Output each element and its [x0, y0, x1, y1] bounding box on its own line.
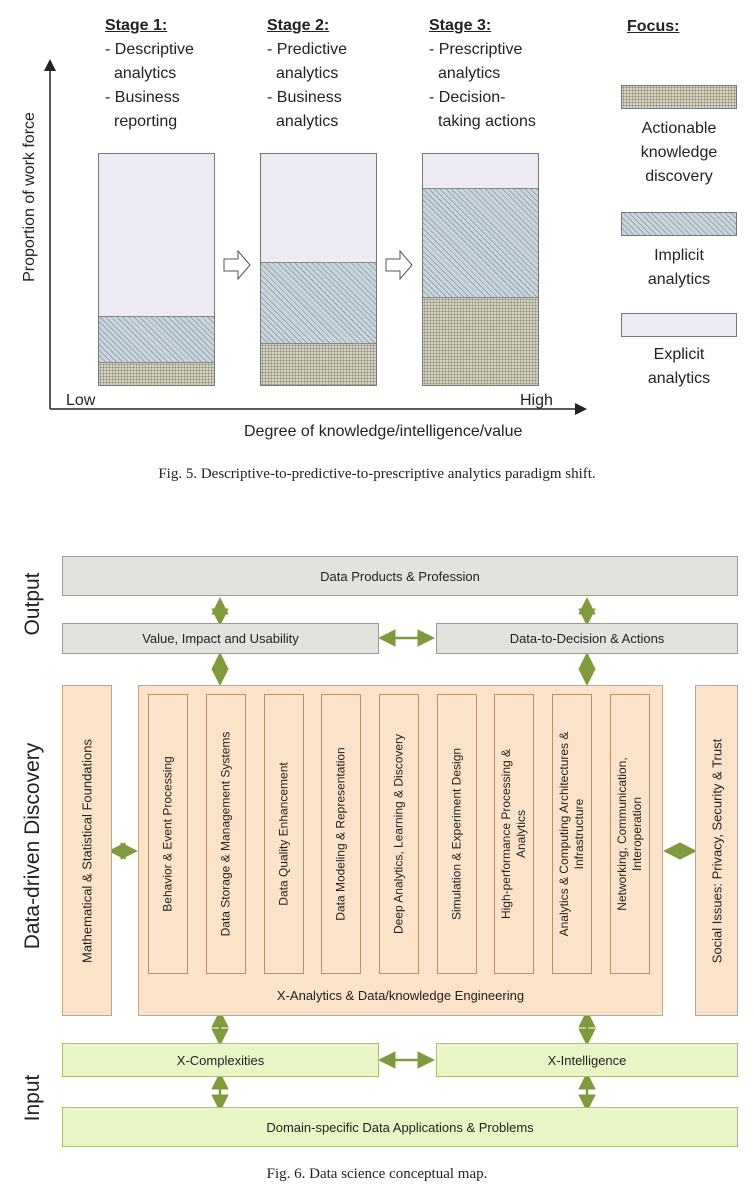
bar-segment-explicit: [423, 154, 538, 188]
x-axis-label: Degree of knowledge/intelligence/value: [244, 423, 523, 440]
stage-3-heading: Stage 3: - Prescriptive analytics - Decision- taking actions: [429, 17, 536, 130]
y-axis-label: Proportion of work force: [21, 112, 38, 282]
stage-arrow-icon: [386, 251, 412, 279]
stage-arrow-icon: [224, 251, 250, 279]
bar-segment-actionable: [99, 362, 214, 385]
social-issues-box: Social Issues: Privacy, Security & Trust: [695, 685, 738, 1016]
legend-swatch-actionable: [621, 85, 737, 109]
column-simulation: Simulation & Experiment Design: [437, 694, 477, 974]
legend-label-implicit: Implicit analytics: [647, 247, 711, 288]
column-computing-architectures: Analytics & Computing Architectures & Infrastructure: [552, 694, 592, 974]
x-axis-high-label: High: [520, 392, 553, 409]
bar-segment-explicit: [99, 154, 214, 316]
legend-label-explicit: Explicit analytics: [647, 346, 711, 387]
column-behavior-event: Behavior & Event Processing: [148, 694, 188, 974]
x-complexities-box: X-Complexities: [62, 1043, 379, 1077]
bar-segment-implicit: [261, 262, 376, 343]
domain-apps-box: Domain-specific Data Applications & Problems: [62, 1107, 738, 1147]
figure-5-caption: Fig. 5. Descriptive-to-predictive-to-prescriptive analytics paradigm shift.: [158, 466, 596, 482]
math-foundations-box: Mathematical & Statistical Foundations: [62, 685, 112, 1016]
column-deep-analytics: Deep Analytics, Learning & Discovery: [379, 694, 419, 974]
column-networking: Networking, Communication, Interoperation: [610, 694, 650, 974]
bar-segment-actionable: [261, 343, 376, 385]
bar-segment-implicit: [99, 316, 214, 362]
column-high-performance: High-performance Processing & Analytics: [494, 694, 534, 974]
stage-1-bar: [98, 153, 215, 386]
x-analytics-label: X-Analytics & Data/knowledge Engineering: [276, 988, 525, 1003]
stage-3-bar: [422, 153, 539, 386]
value-impact-box: Value, Impact and Usability: [62, 623, 379, 654]
focus-title: Focus:: [627, 18, 680, 35]
data-products-box: Data Products & Profession: [62, 556, 738, 596]
column-data-quality: Data Quality Enhancement: [264, 694, 304, 974]
stage-2-heading: Stage 2: - Predictive analytics - Business analytics: [267, 17, 348, 130]
bar-segment-implicit: [423, 188, 538, 297]
figure-6-caption: Fig. 6. Data science conceptual map.: [266, 1166, 488, 1182]
stage-1-heading: Stage 1: - Descriptive analytics - Business reporting: [105, 17, 194, 130]
bar-segment-explicit: [261, 154, 376, 262]
legend-swatch-implicit: [621, 212, 737, 236]
column-data-modeling: Data Modeling & Representation: [321, 694, 361, 974]
section-label-output: Output: [21, 572, 44, 636]
stage-2-bar: [260, 153, 377, 386]
section-label-discovery: Data-driven Discovery: [21, 742, 44, 950]
legend-swatch-explicit: [621, 313, 737, 337]
section-label-input: Input: [21, 1074, 44, 1122]
x-intelligence-box: X-Intelligence: [436, 1043, 738, 1077]
bar-segment-actionable: [423, 297, 538, 385]
column-data-storage: Data Storage & Management Systems: [206, 694, 246, 974]
x-axis-low-label: Low: [66, 392, 96, 409]
legend-label-actionable: Actionable knowledge discovery: [640, 120, 718, 185]
data-to-decision-box: Data-to-Decision & Actions: [436, 623, 738, 654]
